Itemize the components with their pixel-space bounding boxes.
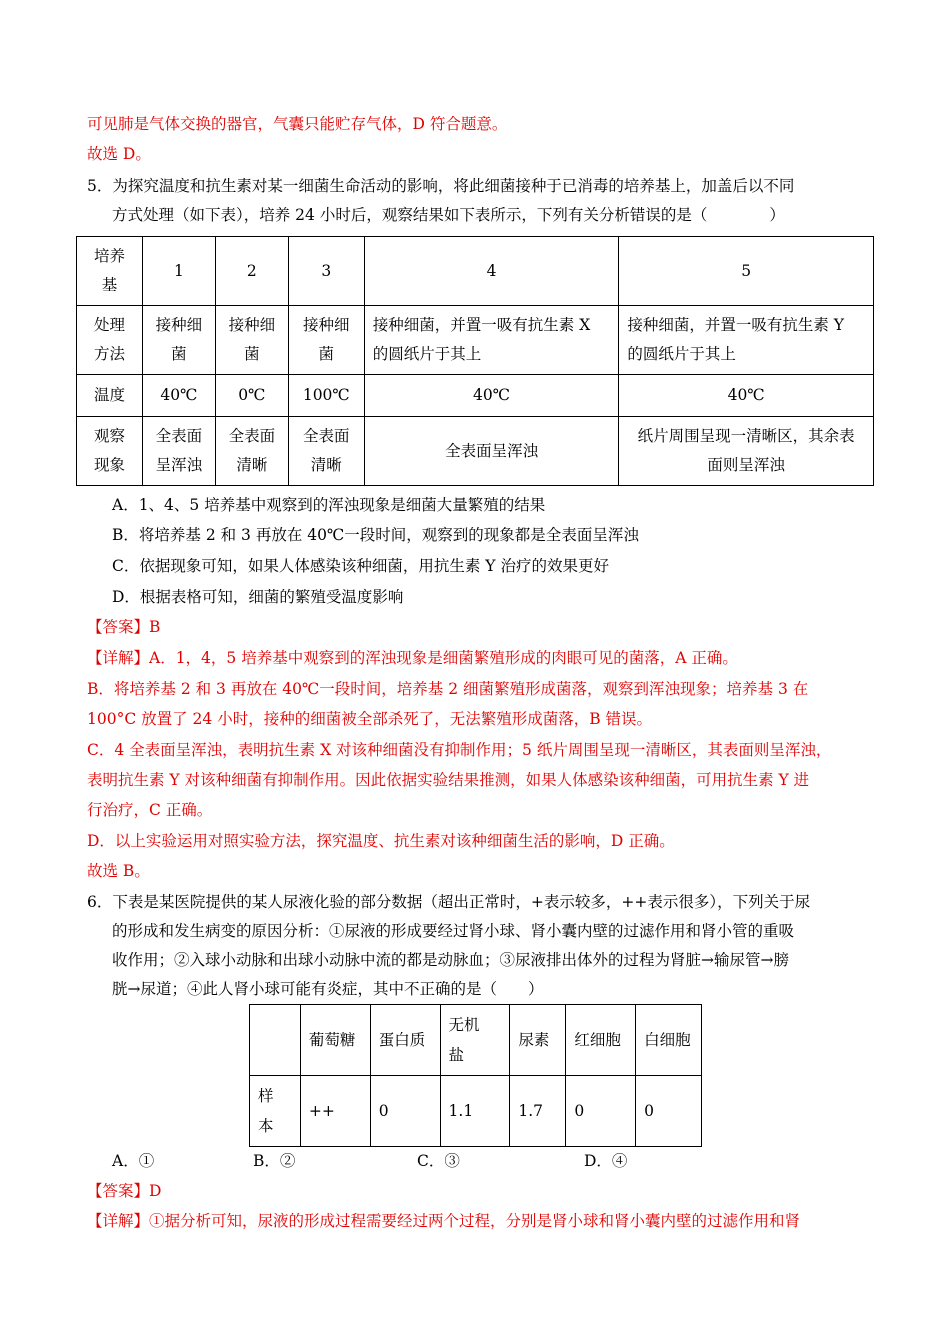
option-a: A．①	[112, 1152, 155, 1170]
table-cell: 0	[636, 1076, 702, 1147]
explanation-line: 故选 B。	[87, 862, 150, 880]
table-cell: 0	[566, 1076, 636, 1147]
table-cell: 接种细菌，并置一吸有抗生素 X 的圆纸片于其上	[364, 306, 619, 375]
table-cell: 接种细菌，并置一吸有抗生素 Y 的圆纸片于其上	[619, 306, 874, 375]
table-cell: 全表面 清晰	[288, 417, 364, 486]
table-row	[250, 1005, 702, 1076]
explanation-line: C．4 全表面呈浑浊，表明抗生素 X 对该种细菌没有抑制作用；5 纸片周围呈现一清晰区，其表面则呈浑浊，	[87, 741, 832, 759]
table-cell	[250, 1005, 301, 1076]
table-cell: 1.7	[510, 1076, 566, 1147]
table-row	[77, 417, 874, 486]
table-row	[77, 237, 874, 306]
culture-table	[76, 236, 874, 486]
question-6-stem: 胱→尿道；④此人肾小球可能有炎症，其中不正确的是（ ）	[112, 980, 544, 998]
question-5-stem: 方式处理（如下表），培养 24 小时后，观察结果如下表所示，下列有关分析错误的是（ ）	[112, 206, 785, 224]
question-5-stem: 5．为探究温度和抗生素对某一细菌生命活动的影响，将此细菌接种于已消毒的培养基上，加盖后以不同	[87, 177, 795, 195]
table-cell: 处理 方法	[77, 306, 143, 375]
explanation-line: D．以上实验运用对照实验方法，探究温度、抗生素对该种细菌生活的影响，D 正确。	[87, 832, 675, 850]
option-d: D．④	[584, 1152, 628, 1170]
table-cell: ++	[300, 1076, 370, 1147]
table-cell: 0	[370, 1076, 440, 1147]
table-cell: 100℃	[288, 375, 364, 417]
table-cell: 尿素	[510, 1005, 566, 1076]
option-b: B．将培养基 2 和 3 再放在 40℃一段时间，观察到的现象都是全表面呈浑浊	[112, 526, 639, 544]
answer-label: 【答案】B	[87, 618, 161, 636]
urine-table	[249, 1004, 702, 1147]
table-cell: 无机 盐	[440, 1005, 510, 1076]
text-line: 故选 D。	[87, 145, 151, 163]
table-cell: 观察 现象	[77, 417, 143, 486]
table-cell: 温度	[77, 375, 143, 417]
table-cell: 40℃	[619, 375, 874, 417]
explanation-line: 行治疗，C 正确。	[87, 801, 213, 819]
table-row	[250, 1076, 702, 1147]
table-cell: 葡萄糖	[300, 1005, 370, 1076]
text-line: 可见肺是气体交换的器官，气囊只能贮存气体，D 符合题意。	[87, 115, 508, 133]
table-cell: 2	[215, 237, 288, 306]
answer-label: 【答案】D	[87, 1182, 162, 1200]
question-6-stem: 的形成和发生病变的原因分析：①尿液的形成要经过肾小球、肾小囊内壁的过滤作用和肾小管的重吸	[112, 922, 795, 940]
table-cell: 全表面 清晰	[215, 417, 288, 486]
table-cell: 40℃	[364, 375, 619, 417]
table-cell: 4	[364, 237, 619, 306]
table-row	[77, 306, 874, 375]
option-b: B．②	[253, 1152, 296, 1170]
table-cell: 1.1	[440, 1076, 510, 1147]
table-cell: 3	[288, 237, 364, 306]
explanation-line: 【详解】A．1，4，5 培养基中观察到的浑浊现象是细菌繁殖形成的肉眼可见的菌落，A 正确。	[87, 649, 738, 667]
table-cell: 红细胞	[566, 1005, 636, 1076]
option-a: A．1、4、5 培养基中观察到的浑浊现象是细菌大量繁殖的结果	[112, 496, 546, 514]
table-cell: 蛋白质	[370, 1005, 440, 1076]
explanation-line: B．将培养基 2 和 3 再放在 40℃一段时间，培养基 2 细菌繁殖形成菌落，观察到浑浊现象；培养基 3 在	[87, 680, 809, 698]
table-cell: 全表面 呈浑浊	[142, 417, 215, 486]
option-d: D．根据表格可知，细菌的繁殖受温度影响	[112, 588, 404, 606]
table-cell: 40℃	[142, 375, 215, 417]
explanation-line: 【详解】①据分析可知，尿液的形成过程需要经过两个过程，分别是肾小球和肾小囊内壁的过滤作用和肾	[87, 1212, 801, 1230]
table-cell: 接种细 菌	[142, 306, 215, 375]
explanation-line: 100°C 放置了 24 小时，接种的细菌被全部杀死了，无法繁殖形成菌落，B 错误。	[87, 710, 653, 728]
table-row	[77, 375, 874, 417]
table-cell: 0℃	[215, 375, 288, 417]
table-cell: 接种细 菌	[288, 306, 364, 375]
table-cell: 培养 基	[77, 237, 143, 306]
explanation-line: 表明抗生素 Y 对该种细菌有抑制作用。因此依据实验结果推测，如果人体感染该种细菌，可用抗生素 Y 进	[87, 771, 810, 789]
question-6-stem: 6．下表是某医院提供的某人尿液化验的部分数据（超出正常时，+表示较多，++表示很多），下列关于尿	[87, 893, 811, 911]
table-cell: 全表面呈浑浊	[364, 417, 619, 486]
option-c: C．依据现象可知，如果人体感染该种细菌，用抗生素 Y 治疗的效果更好	[112, 557, 609, 575]
option-c: C．③	[417, 1152, 460, 1170]
table-cell: 样 本	[250, 1076, 301, 1147]
question-6-stem: 收作用；②入球小动脉和出球小动脉中流的都是动脉血；③尿液排出体外的过程为肾脏→输尿管→膀	[112, 951, 789, 969]
table-cell: 1	[142, 237, 215, 306]
table-cell: 纸片周围呈现一清晰区，其余表 面则呈浑浊	[619, 417, 874, 486]
table-cell: 白细胞	[636, 1005, 702, 1076]
table-cell: 接种细 菌	[215, 306, 288, 375]
table-cell: 5	[619, 237, 874, 306]
